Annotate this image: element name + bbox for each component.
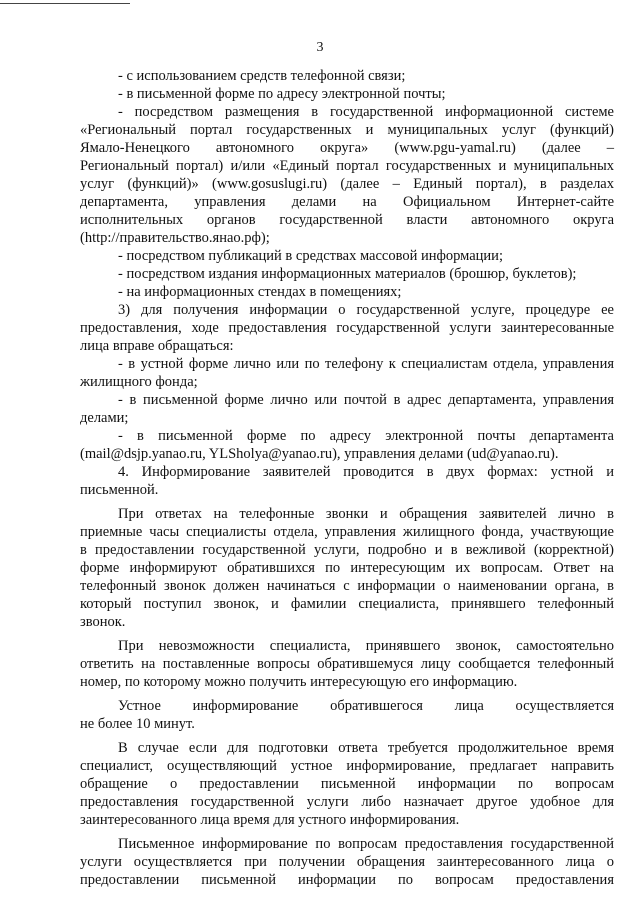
text-line: специалист, осуществляющий устное информирование, предлагает направить bbox=[80, 758, 614, 774]
text-line: услуг (функций)» (www.gosuslugi.ru) (далее – Единый портал), в разделах bbox=[80, 176, 614, 192]
paragraph bbox=[80, 103, 614, 247]
text-line: В случае если для подготовки ответа требуется продолжительное время bbox=[118, 740, 614, 756]
document-body bbox=[80, 67, 614, 889]
text-line: 3) для получения информации о государственной услуге, процедуре ее bbox=[118, 302, 614, 318]
paragraph bbox=[80, 283, 614, 301]
paragraph bbox=[80, 697, 614, 733]
text-line: 4. Информирование заявителей проводится в двух формах: устной и bbox=[118, 464, 614, 480]
text-line: департамента, управления делами на Официальном Интернет-сайте bbox=[80, 194, 614, 210]
text-line: предоставления государственной услуги либо назначает другое удобное для bbox=[80, 794, 614, 810]
text-line: форме информируют обратившихся по интересующим их вопросам. Ответ на bbox=[80, 560, 614, 576]
text-line: (http://правительство.янао.рф); bbox=[80, 230, 270, 246]
text-line: обращение о предоставлении письменной информации по вопросам bbox=[80, 776, 614, 792]
text-line: жилищного фонда; bbox=[80, 374, 198, 390]
text-line: - в письменной форме по адресу электронной почты; bbox=[118, 86, 446, 102]
text-line: заинтересованного лица время для устного информирования. bbox=[80, 812, 460, 828]
text-line: предоставлении письменной информации по вопросам предоставления bbox=[80, 872, 614, 888]
text-line: телефонный звонок должен начинаться с информации о наименовании органа, в bbox=[80, 578, 614, 594]
text-line: в предоставлении государственной услуги, подробно и в вежливой (корректной) bbox=[80, 542, 614, 558]
text-line: услуги осуществляется при получении обращения заинтересованного лица о bbox=[80, 854, 614, 870]
paragraph bbox=[80, 463, 614, 499]
paragraph bbox=[80, 391, 614, 427]
text-line: - на информационных стендах в помещениях; bbox=[118, 284, 402, 300]
paragraph bbox=[80, 427, 614, 463]
text-line: приемные часы специалисты отдела, управления жилищного фонда, участвующие bbox=[80, 524, 614, 540]
text-line: номер, по которому можно получить интересующую его информацию. bbox=[80, 674, 518, 690]
text-line: звонок. bbox=[80, 614, 126, 630]
text-line: исполнительных органов государственной власти автономного округа bbox=[80, 212, 614, 228]
text-line: - посредством размещения в государственной информационной системе bbox=[118, 104, 614, 120]
text-line: письменной. bbox=[80, 482, 159, 498]
page-number: 3 bbox=[316, 40, 324, 55]
text-line: Письменное информирование по вопросам предоставления государственной bbox=[118, 836, 614, 852]
paragraph bbox=[80, 739, 614, 829]
paragraph bbox=[80, 505, 614, 631]
text-line: предоставления, ходе предоставления государственной услуги заинтересованные bbox=[80, 320, 614, 336]
text-line: ответить на поставленные вопросы обратившемуся лицу сообщается телефонный bbox=[80, 656, 614, 672]
text-line: Ямало-Ненецкого автономного округа» (www.pgu-yamal.ru) (далее – bbox=[80, 140, 614, 156]
text-line: При невозможности специалиста, принявшего звонок, самостоятельно bbox=[118, 638, 614, 654]
paragraph bbox=[80, 85, 614, 103]
paragraph bbox=[80, 265, 614, 283]
text-line: «Региональный портал государственных и муниципальных услуг (функций) bbox=[80, 122, 614, 138]
text-line: который поступил звонок, и фамилии специалиста, принявшего телефонный bbox=[80, 596, 614, 612]
paragraph bbox=[80, 247, 614, 265]
text-line: Региональный портал) и/или «Единый портал государственных и муниципальных bbox=[80, 158, 614, 174]
text-line: - посредством публикаций в средствах массовой информации; bbox=[118, 248, 503, 264]
text-line: - в письменной форме лично или почтой в адрес департамента, управления bbox=[118, 392, 614, 408]
text-line: не более 10 минут. bbox=[80, 716, 195, 732]
text-line: (mail@dsjp.yanao.ru, YLSholya@yanao.ru), управления делами (ud@yanao.ru). bbox=[80, 446, 559, 462]
paragraph bbox=[80, 835, 614, 889]
text-line: - в письменной форме по адресу электронной почты департамента bbox=[118, 428, 614, 444]
text-line: - посредством издания информационных материалов (брошюр, буклетов); bbox=[118, 266, 577, 282]
text-line: При ответах на телефонные звонки и обращения заявителей лично в bbox=[118, 506, 614, 522]
paragraph bbox=[80, 67, 614, 85]
scan-edge-line bbox=[0, 3, 130, 4]
text-line: Устное информирование обратившегося лица осуществляется bbox=[118, 698, 614, 714]
paragraph bbox=[80, 355, 614, 391]
paragraph bbox=[80, 301, 614, 355]
text-line: - с использованием средств телефонной связи; bbox=[118, 68, 406, 84]
text-line: делами; bbox=[80, 410, 129, 426]
text-line: - в устной форме лично или по телефону к специалистам отдела, управления bbox=[118, 356, 614, 372]
paragraph bbox=[80, 637, 614, 691]
text-line: лица вправе обращаться: bbox=[80, 338, 234, 354]
